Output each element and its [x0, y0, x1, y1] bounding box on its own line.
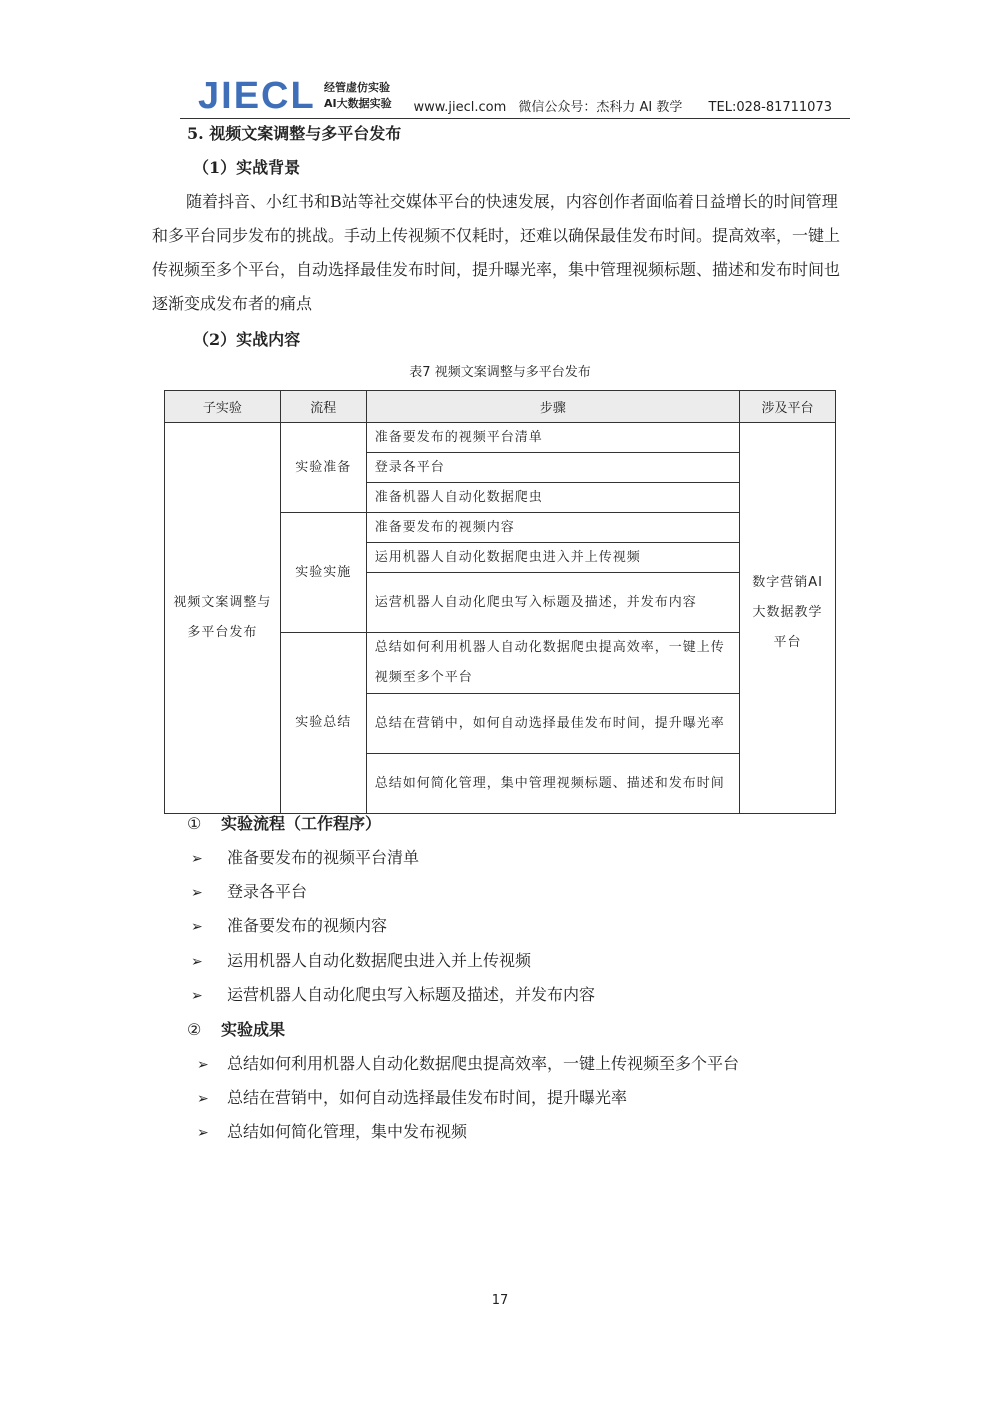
result-item	[197, 1051, 739, 1074]
step-cell: 总结如何简化管理，集中管理视频标题、描述和发布时间	[366, 754, 739, 814]
process-cell: 实验总结	[280, 633, 366, 814]
bullet-arrow-icon: ➢	[197, 1091, 209, 1107]
table-header-row	[165, 391, 836, 423]
table-header-cell: 子实验	[165, 391, 281, 423]
bullet-arrow-icon: ➢	[191, 885, 203, 901]
bullet-arrow-icon: ➢	[191, 919, 203, 935]
flow-item	[191, 845, 419, 868]
flow-heading-text: 实验流程（工作程序）	[221, 814, 382, 833]
logo-tagline	[324, 80, 392, 112]
flow-marker: ①	[187, 814, 202, 833]
header-website: www.jiecl.com	[413, 100, 507, 115]
result-item-text: 总结如何利用机器人自动化数据爬虫提高效率，一键上传视频至多个平台	[227, 1054, 740, 1073]
results-heading-text: 实验成果	[221, 1020, 286, 1039]
result-item	[197, 1119, 467, 1142]
flow-item-text: 准备要发布的视频内容	[227, 916, 388, 935]
bullet-arrow-icon: ➢	[191, 988, 203, 1004]
table-header-cell: 流程	[280, 391, 366, 423]
header-contact	[406, 96, 832, 115]
flow-item	[191, 948, 531, 971]
logo-wordmark: JIECL	[198, 75, 316, 117]
result-item-text: 总结如何简化管理，集中发布视频	[227, 1122, 468, 1141]
results-heading	[187, 1017, 285, 1040]
bullet-arrow-icon: ➢	[197, 1057, 209, 1073]
flow-item	[191, 913, 387, 936]
table-caption: 表7 视频文案调整与多平台发布	[409, 365, 591, 380]
background-paragraph: 随着抖音、小红书和B站等社交媒体平台的快速发展，内容创作者面临着日益增长的时间管理和多平台同步发布的挑战。手动上传视频不仅耗时，还难以确保最佳发布时间。提高效率，一键上传视频至多个平台，自动选择最佳发布时间，提升曝光率，集中管理视频标题、描述和发布时间也逐渐变成发布者的痛点	[152, 192, 841, 313]
process-cell: 实验实施	[280, 513, 366, 633]
experiment-table	[164, 390, 836, 814]
background-heading: （1）实战背景	[193, 158, 301, 177]
result-item-text: 总结在营销中，如何自动选择最佳发布时间，提升曝光率	[227, 1088, 628, 1107]
table-header-cell: 步骤	[366, 391, 739, 423]
bullet-arrow-icon: ➢	[191, 851, 203, 867]
content-heading: （2）实战内容	[193, 330, 301, 349]
flow-item-text: 准备要发布的视频平台清单	[227, 848, 420, 867]
step-cell: 运营机器人自动化爬虫写入标题及描述，并发布内容	[366, 573, 739, 633]
logo-tagline-line1: 经管虚仿实验	[324, 81, 390, 94]
flow-item	[191, 982, 595, 1005]
step-cell: 总结如何利用机器人自动化数据爬虫提高效率，一键上传视频至多个平台	[366, 633, 739, 694]
step-cell: 准备要发布的视频内容	[366, 513, 739, 543]
flow-item-text: 登录各平台	[227, 882, 308, 901]
logo-tagline-line2: AI大数据实验	[324, 97, 392, 110]
header-wechat: 微信公众号：杰科力 AI 教学	[518, 100, 683, 115]
section-title: 5. 视频文案调整与多平台发布	[187, 124, 402, 143]
page-number: 17	[491, 1293, 509, 1308]
result-item	[197, 1085, 627, 1108]
flow-item-text: 运用机器人自动化数据爬虫进入并上传视频	[227, 951, 532, 970]
jiecl-logo	[198, 75, 392, 117]
bullet-arrow-icon: ➢	[197, 1125, 209, 1141]
process-cell: 实验准备	[280, 423, 366, 513]
bullet-arrow-icon: ➢	[191, 954, 203, 970]
results-marker: ②	[187, 1020, 202, 1039]
table-header-cell: 涉及平台	[740, 391, 836, 423]
table-row	[165, 423, 836, 453]
step-cell: 准备机器人自动化数据爬虫	[366, 483, 739, 513]
header-tel: TEL:028-81711073	[708, 100, 832, 115]
flow-item	[191, 879, 307, 902]
flow-heading	[187, 811, 381, 834]
page-header	[180, 76, 850, 119]
flow-item-text: 运营机器人自动化爬虫写入标题及描述，并发布内容	[227, 985, 596, 1004]
sub-experiment-cell: 视频文案调整与多平台发布	[165, 423, 281, 814]
step-cell: 登录各平台	[366, 453, 739, 483]
step-cell: 准备要发布的视频平台清单	[366, 423, 739, 453]
step-cell: 运用机器人自动化数据爬虫进入并上传视频	[366, 543, 739, 573]
step-cell: 总结在营销中，如何自动选择最佳发布时间，提升曝光率	[366, 694, 739, 754]
platform-cell: 数字营销AI大数据教学平台	[740, 423, 836, 814]
